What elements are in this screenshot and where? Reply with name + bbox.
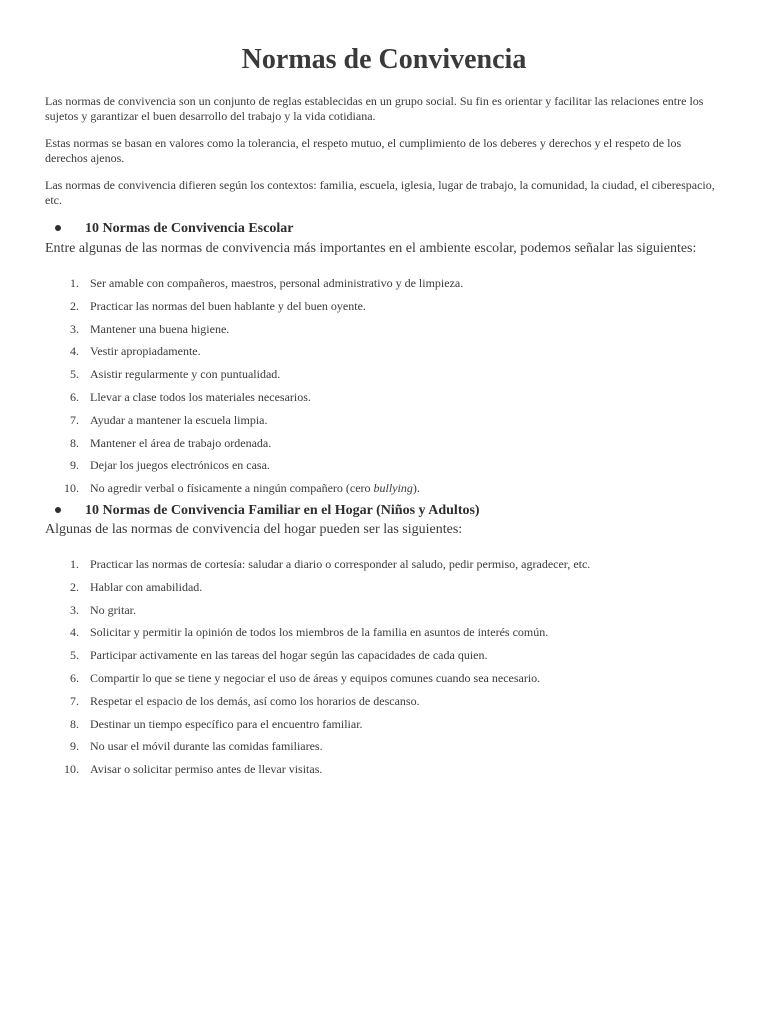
list-item-text: Solicitar y permitir la opinión de todos los miembros de la familia en asuntos de interés común. (90, 625, 549, 640)
intro-paragraph-definition: Las normas de convivencia son un conjunto de reglas establecidas en un grupo social. Su fin es orientar y facilitar las relaciones entre los sujetos y garantizar el buen desarrollo del trabajo y la vida cotidiana. (45, 94, 704, 123)
list-item-number: 2. (70, 298, 79, 313)
list-item-text: No usar el móvil durante las comidas familiares. (90, 739, 323, 754)
list-item (45, 716, 590, 739)
list-item (45, 738, 590, 761)
bullet-icon (55, 225, 61, 231)
list-item (45, 761, 590, 784)
list-item-number: 5. (70, 648, 79, 663)
list-item-number: 5. (70, 367, 79, 382)
bullet-icon (55, 507, 61, 513)
section-heading-text: 10 Normas de Convivencia Escolar (85, 221, 294, 236)
list-item-text: Destinar un tiempo específico para el encuentro familiar. (90, 716, 363, 731)
intro-paragraph-values: Estas normas se basan en valores como la tolerancia, el respeto mutuo, el cumplimiento de los deberes y derechos y el respeto de los derechos ajenos. (45, 136, 682, 165)
list-item-number: 2. (70, 579, 79, 594)
school-rules-list (45, 275, 463, 503)
list-item-text: Hablar con amabilidad. (90, 579, 203, 594)
list-item-number: 8. (70, 435, 79, 450)
list-item-text-after: ). (412, 481, 420, 496)
list-item-number: 3. (70, 321, 79, 336)
list-item (45, 579, 590, 602)
list-item-text: Ser amable con compañeros, maestros, personal administrativo y de limpieza. (90, 276, 464, 290)
list-item-number: 6. (70, 389, 79, 404)
list-item-number: 10. (64, 762, 79, 777)
list-item-text: No agredir verbal o físicamente a ningún compañero (cero (90, 481, 374, 496)
list-item (45, 693, 590, 716)
list-item-text: Participar activamente en las tareas del hogar según las capacidades de cada quien. (90, 648, 488, 663)
list-item (45, 343, 463, 366)
list-item-number: 1. (70, 276, 79, 290)
list-item (45, 298, 463, 321)
list-item (45, 624, 590, 647)
list-item-text: Llevar a clase todos los materiales necesarios. (90, 389, 311, 404)
section-heading-escolar (55, 221, 293, 237)
list-item (45, 480, 463, 503)
list-item-text: Practicar las normas del buen hablante y del buen oyente. (90, 298, 366, 313)
section-intro-familiar: Algunas de las normas de convivencia del hogar pueden ser las siguientes: (45, 522, 463, 537)
list-item (45, 389, 463, 412)
list-item-number: 9. (70, 739, 79, 754)
list-item-number: 4. (70, 344, 79, 359)
list-item-text: Compartir lo que se tiene y negociar el uso de áreas y equipos comunes cuando sea necesario. (90, 670, 541, 685)
list-item-text: Mantener el área de trabajo ordenada. (90, 435, 272, 450)
list-item (45, 647, 590, 670)
list-item-number: 1. (70, 557, 79, 571)
list-item-text: Respetar el espacio de los demás, así como los horarios de descanso. (90, 693, 420, 708)
list-item-number: 4. (70, 625, 79, 640)
list-item (45, 321, 463, 344)
home-rules-list (45, 556, 590, 784)
list-item-text: Dejar los juegos electrónicos en casa. (90, 458, 270, 473)
list-item-text: Avisar o solicitar permiso antes de llevar visitas. (90, 762, 323, 777)
list-item-text: No gritar. (90, 602, 136, 617)
list-item-number: 7. (70, 693, 79, 708)
list-item (45, 602, 590, 625)
list-item-text: Practicar las normas de cortesía: saludar a diario o corresponder al saludo, pedir permiso, agradecer, etc. (90, 557, 591, 571)
list-item (45, 556, 590, 579)
list-item-text: Mantener una buena higiene. (90, 321, 230, 336)
list-item (45, 435, 463, 458)
section-intro-escolar: Entre algunas de las normas de convivencia más importantes en el ambiente escolar, podemos señalar las siguientes: (45, 241, 697, 256)
section-heading-familiar (55, 503, 480, 519)
list-item-number: 8. (70, 716, 79, 731)
list-item (45, 670, 590, 693)
intro-paragraph-contexts: Las normas de convivencia difieren según los contextos: familia, escuela, iglesia, lugar de trabajo, la comunidad, la ciudad, el ciberespacio, etc. (45, 178, 715, 207)
list-item-number: 9. (70, 458, 79, 473)
section-heading-text: 10 Normas de Convivencia Familiar en el Hogar (Niños y Adultos) (85, 503, 480, 518)
list-item (45, 275, 463, 298)
list-item-number: 7. (70, 412, 79, 427)
list-item (45, 412, 463, 435)
list-item-text: Ayudar a mantener la escuela limpia. (90, 412, 268, 427)
list-item (45, 457, 463, 480)
list-item-emphasis: bullying (373, 481, 413, 496)
list-item-number: 3. (70, 602, 79, 617)
list-item-number: 10. (64, 481, 79, 496)
list-item-text: Vestir apropiadamente. (90, 344, 201, 359)
list-item (45, 366, 463, 389)
list-item-number: 6. (70, 670, 79, 685)
list-item-text: Asistir regularmente y con puntualidad. (90, 367, 281, 382)
page-title: Normas de Convivencia (241, 44, 527, 75)
